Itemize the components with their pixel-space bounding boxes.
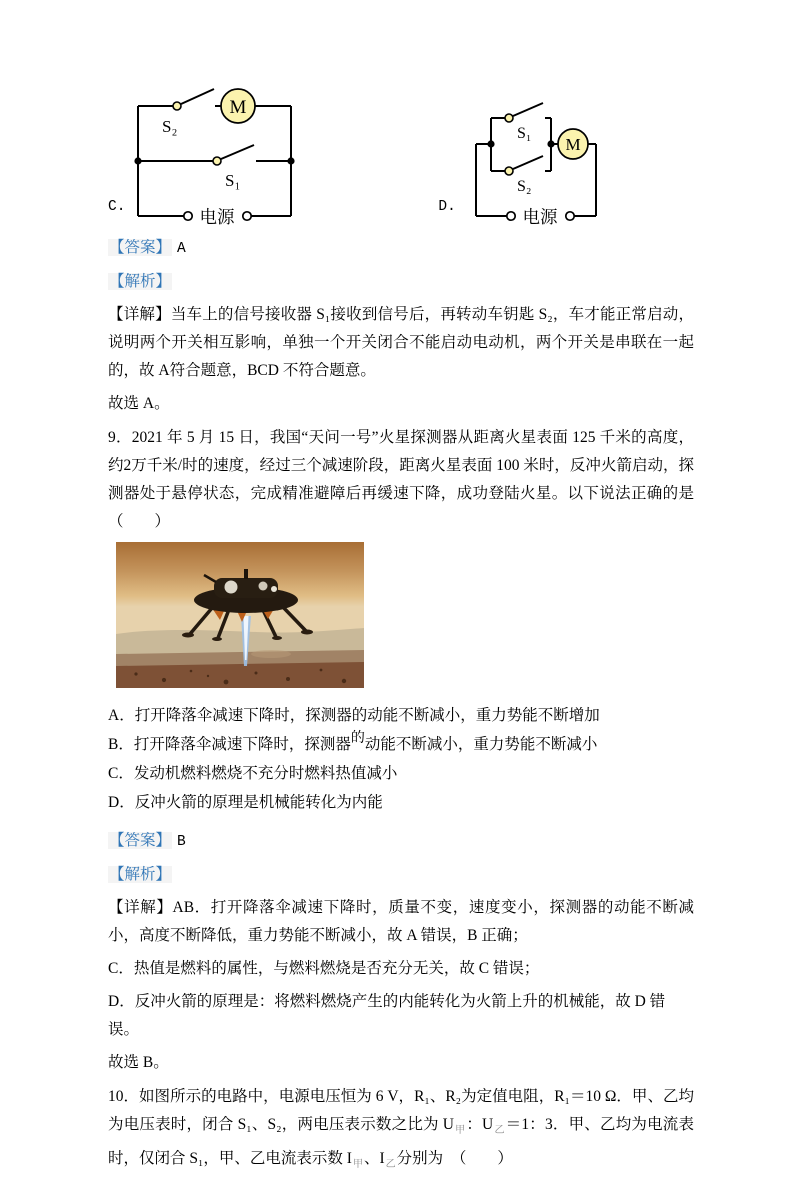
circuit-option-d (438, 86, 610, 228)
q9-analysis-line (108, 861, 694, 889)
circuit-options-row (108, 86, 694, 228)
switch-s1-pivot-icon (505, 114, 513, 122)
q9-option-b-text2: 动能不断减小，重力势能不断减小 (364, 735, 598, 753)
junction-dot (288, 157, 295, 164)
switch-s2-label: S₂ (516, 178, 532, 195)
q8-answer-value: A (177, 241, 186, 257)
foot-pad (301, 630, 313, 635)
q9-option-d: D．反冲火箭的原理是机械能转化为内能 (108, 793, 383, 811)
instrument-dome (259, 582, 268, 591)
circuit-diagram-d (459, 86, 611, 228)
q10-text: ＝1：3．甲、乙均为电流表时，仅闭合 S₁，甲、乙电流表示数 I (108, 1116, 694, 1167)
q9-answer-line (108, 827, 694, 856)
switch-s2-pivot-icon (505, 167, 513, 175)
battery-terminal-icon (243, 212, 251, 220)
junction-dot (547, 140, 554, 147)
q10-subscript-jia: 甲 (454, 1125, 466, 1136)
circuit-option-c (108, 86, 306, 228)
q9-answer-value: B (177, 834, 186, 850)
power-source-label: 电源 (522, 207, 558, 227)
answer-tag: 【答案】 (109, 832, 172, 849)
junction-dot (135, 157, 142, 164)
q10-text: 10．如图所示的电路中，电源电压恒为 6 V，R₁、R₂为定值电阻，R₁＝10 Ω．甲、乙均为电压表时，闭合 S₁、S₂，两电压表示数之比为 U (108, 1088, 694, 1133)
option-c-label: C. (108, 199, 126, 215)
q10-stem (108, 1083, 694, 1179)
q8-detail-paragraph (108, 301, 694, 385)
motor-label: M (565, 135, 581, 154)
analysis-tag: 【解析】 (109, 273, 172, 290)
battery-terminal-icon (184, 212, 192, 220)
q8-analysis-line (108, 268, 694, 296)
option-d-label: D. (438, 199, 456, 215)
switch-s2-lever (181, 89, 214, 104)
q9-option-b (108, 731, 694, 761)
q10-text: 分别为 （ ） (396, 1150, 513, 1167)
dust-cloud (251, 650, 291, 658)
q9-option-c: C．发动机燃料燃烧不充分时燃料热值减小 (108, 765, 398, 782)
q10-subscript-jia: 甲 (352, 1159, 363, 1170)
q8-detail-text: 当车上的信号接收器 S₁接收到信号后，再转动车钥匙 S₂，车才能正常启动，说明两个开关相互影响，单独一个开关闭合不能启动电动机，两个开关是串联在一起的，故 A符合题意，BCD 不符合题意。 (108, 306, 694, 379)
switch-s2-lever (513, 156, 543, 169)
q10-text: ：U (466, 1116, 494, 1133)
analysis-tag: 【解析】 (109, 866, 172, 883)
battery-terminal-icon (507, 212, 515, 220)
q9-option-b-text: B．打开降落伞减速下降时，探测器 (108, 735, 351, 753)
detail-tag: 【详解】 (108, 306, 171, 323)
switch-s1-lever (513, 103, 543, 116)
q8-answer-line (108, 234, 694, 263)
foreground-soil (116, 662, 364, 688)
q9-detail-ab (108, 894, 694, 950)
q9-stem: 9．2021 年 5 月 15 日，我国“天问一号”火星探测器从距离火星表面 125 千米的高度，约2万千米/时的速度，经过三个减速阶段，距离火星表面 100 米时，反冲火箭启动，探测器处于悬停状态，完成精准避障后再缓速下降，成功登陆火星。以下说法正确的是（ ） (108, 429, 694, 530)
q9-detail-c: C．热值是燃料的属性，与燃料燃烧是否充分无关，故 C 错误； (108, 960, 540, 977)
mast (244, 569, 248, 579)
motor-label: M (229, 97, 247, 118)
mars-lander-photo (116, 542, 364, 688)
q9-option-b-raised-char: 的 (350, 730, 365, 746)
switch-s1-label: S₁ (225, 171, 241, 190)
foot-pad (182, 633, 194, 638)
switch-s2-label: S₂ (162, 117, 178, 136)
switch-s2-pivot-icon (173, 102, 181, 110)
instrument-dome (271, 586, 277, 592)
q10-subscript-yi: 乙 (385, 1159, 396, 1170)
switch-s1-label: S₁ (516, 125, 532, 142)
q9-detail-ab-text: AB．打开降落伞减速下降时，质量不变，速度变小，探测器的动能不断减小，高度不断降低，重力势能不断减小，故 A 错误，B 正确； (108, 899, 694, 944)
foot-pad (272, 636, 282, 640)
instrument-dome (225, 581, 238, 594)
q9-conclusion: 故选 B。 (108, 1054, 169, 1071)
switch-s1-lever (221, 145, 254, 159)
q8-conclusion: 故选 A。 (108, 395, 170, 412)
junction-dot (487, 140, 494, 147)
q9-detail-d: D．反冲火箭的原理是：将燃料燃烧产生的内能转化为火箭上升的机械能，故 D 错误。 (108, 993, 666, 1038)
switch-s1-pivot-icon (213, 157, 221, 165)
circuit-diagram-c (128, 86, 306, 228)
q9-option-a: A．打开降落伞减速下降时，探测器的动能不断减小，重力势能不断增加 (108, 707, 600, 724)
lander-deck (214, 578, 278, 598)
answer-tag: 【答案】 (109, 239, 172, 256)
battery-terminal-icon (566, 212, 574, 220)
power-source-label: 电源 (199, 207, 235, 227)
q10-text: 、I (363, 1150, 385, 1167)
foot-pad (212, 637, 222, 641)
q10-subscript-yi: 乙 (494, 1125, 505, 1136)
detail-tag: 【详解】 (108, 899, 173, 916)
